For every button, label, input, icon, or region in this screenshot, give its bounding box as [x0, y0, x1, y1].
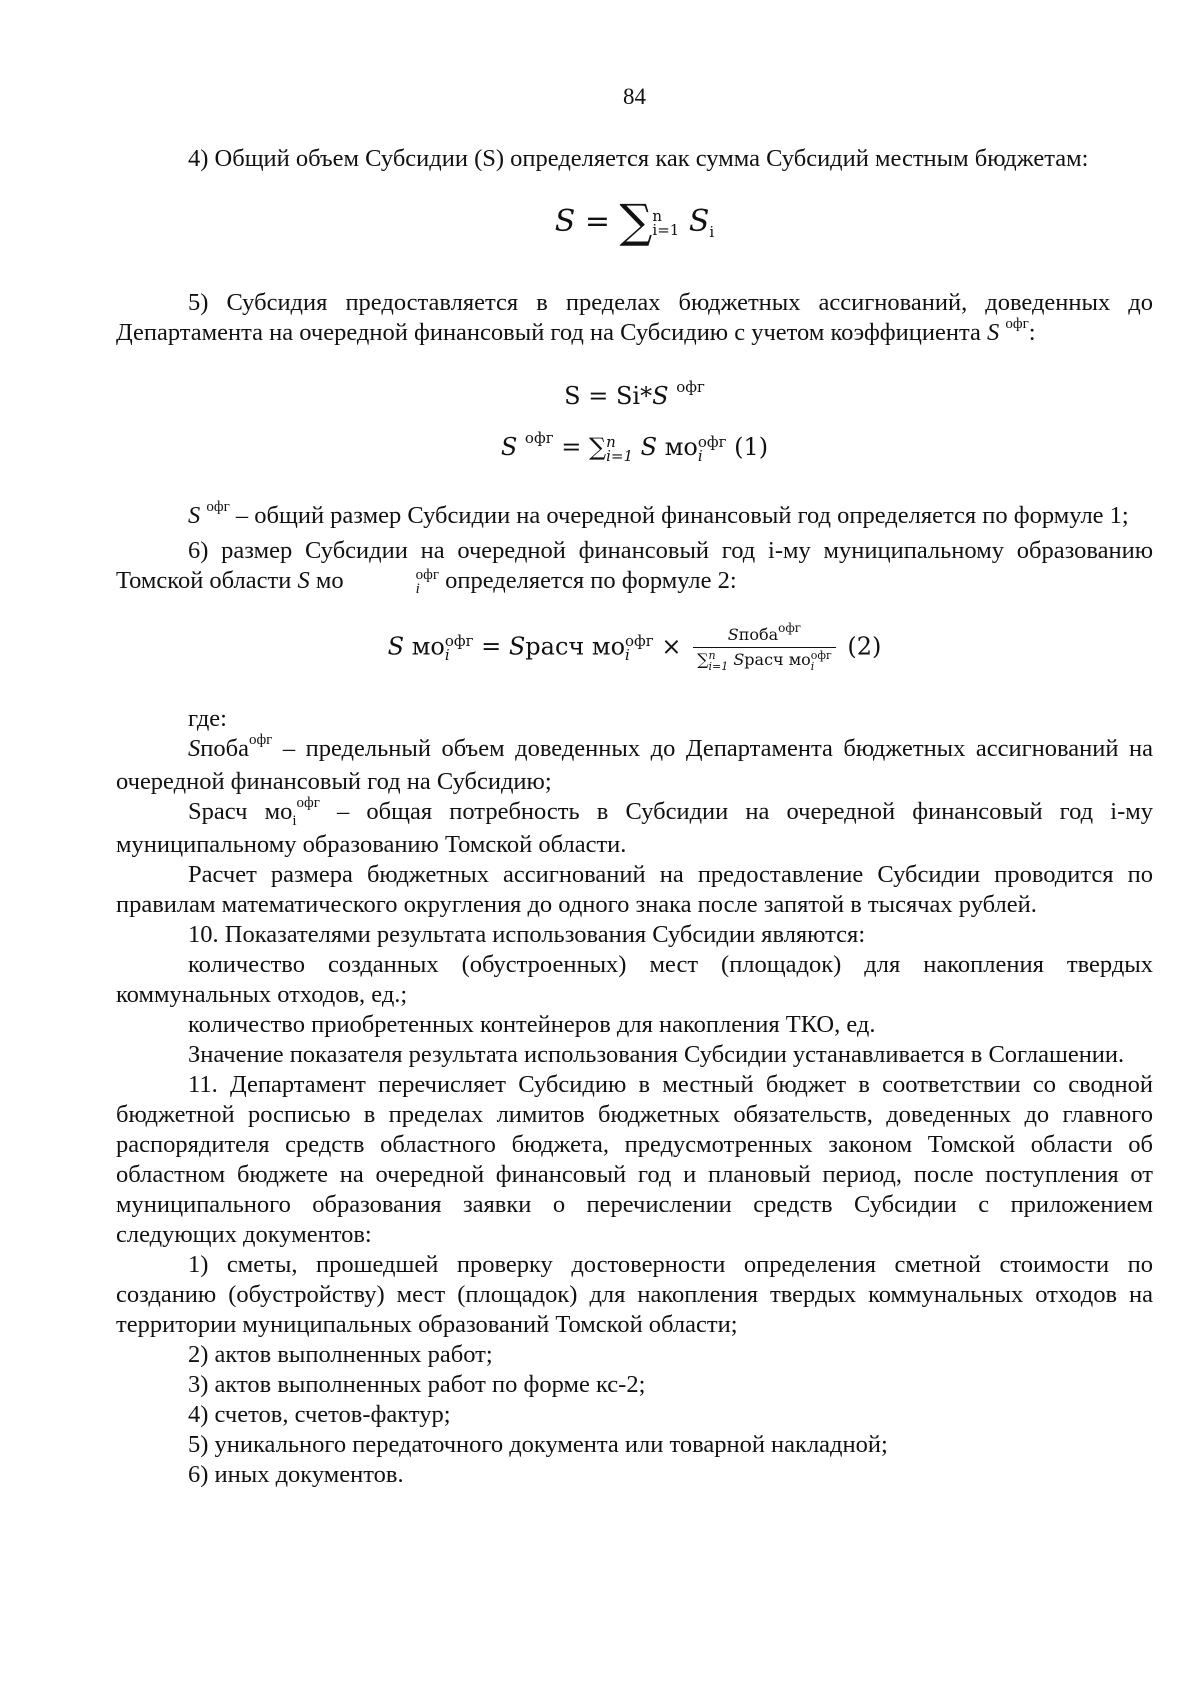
formula-3-term-rest: мо	[664, 433, 698, 461]
paragraph-6-sym: S	[297, 567, 310, 594]
list-item: 2) актов выполненных работ;	[188, 1341, 493, 1369]
formula-2-sup: офг	[676, 378, 705, 396]
paragraph-10-b: количество приобретенных контейнеров для накопления ТКО, ед.	[188, 1011, 876, 1039]
formula-4-mid-scripts	[625, 632, 654, 665]
list-item: 4) счетов, счетов-фактур;	[188, 1401, 451, 1429]
def-poba-sup: офг	[248, 732, 273, 749]
where-label: где:	[188, 705, 227, 733]
list-item: 1) сметы, прошедшей проверку достоверности определения сметной стоимости по созданию (обустройству) мест (площадок) для накопления твердых коммунальных отходов на территории муниципальных образований Томской области;	[116, 1251, 1153, 1339]
formula-4-num-sym: S	[727, 625, 739, 645]
paragraph-11: 11. Департамент перечисляет Субсидию в местный бюджет в соответствии со сводной бюджетной росписью в пределах лимитов бюджетных обязательств, доведенных до главного распорядителя средств областного бюджета, предусмотренных законом Томской области об областном бюджете на очередной финансовый год и плановый период, после поступления от муниципального образования заявки о перечислении средств Субсидии с приложением следующих документов:	[116, 1071, 1153, 1249]
formula-1-upper: n	[652, 207, 663, 225]
formula-4-numerator	[693, 621, 836, 648]
def-poba-sym: S	[188, 735, 201, 763]
list-item: 3) актов выполненных работ по форме кс-2;	[188, 1371, 646, 1399]
formula-1-limits	[652, 209, 679, 237]
formula-3-sigma-sub: i=1	[606, 446, 634, 465]
definition-s-ofg	[116, 501, 1153, 534]
def-s-ofg-sym: S	[188, 502, 201, 529]
def-s-ofg-sup: офг	[206, 499, 230, 515]
formula-2-sym: S	[652, 382, 669, 410]
paragraph-5-text: 5) Субсидия предоставляется в пределах бюджетных ассигнований, доведенных до Департамента на очередной финансовый год на Субсидию с учетом коэффициента	[116, 289, 1153, 346]
def-poba-text: – предельный объем доведенных до Департамента бюджетных ассигнований на очередной финансовый год на Субсидию;	[116, 735, 1154, 796]
formula-1-eq: =	[584, 204, 610, 239]
formula-4-mid-sup: офг	[625, 632, 654, 651]
formula-3-term: S	[640, 433, 658, 461]
paragraph-calculation: Расчет размера бюджетных ассигнований на предоставление Субсидии проводится по правилам математического округления до одного знака после запятой в тысячах рублей.	[116, 861, 1153, 919]
paragraph-6-sup: офг	[415, 567, 439, 584]
formula-4-den-sup: офг	[810, 648, 832, 662]
formula-4-den-limits	[708, 650, 728, 672]
list-item: 5) уникального передаточного документа или товарной накладной;	[188, 1431, 888, 1459]
formula-4-den-sub: i	[810, 659, 815, 673]
formula-3-sigma-sup: n	[606, 432, 616, 451]
formula-1-lower: i=1	[652, 221, 680, 239]
formula-4-lhs: S	[387, 632, 405, 661]
def-poba-rest: поба	[200, 735, 249, 763]
paragraph-6-text-b: определяется по формуле 2:	[445, 567, 737, 594]
paragraph-4: 4) Общий объем Субсидии (S) определяется как сумма Субсидий местным бюджетам:	[188, 145, 1089, 172]
formula-3-term-sup: офг	[697, 432, 727, 451]
paragraph-6-text-a: 6) размер Субсидии на очередной финансовый год i-му муниципальному образованию Томской области	[116, 537, 1153, 594]
formula-4-lhs-sup: офг	[444, 632, 474, 651]
formula-s-equals	[116, 378, 1153, 414]
def-rasch-sup: офг	[296, 795, 320, 812]
formula-4-num-rest: поба	[738, 625, 779, 645]
formula-1-lhs: S	[554, 204, 576, 239]
paragraph-6-sub: i	[415, 581, 420, 598]
formula-4-times: ×	[661, 632, 682, 661]
formula-1-term: S	[688, 204, 710, 239]
formula-4-eq: =	[481, 632, 502, 661]
paragraph-10: 10. Показателями результата использования Субсидии являются:	[188, 921, 866, 949]
page-number: 84	[623, 84, 646, 109]
paragraph-5-symbol: S	[986, 319, 1000, 346]
formula-4-fraction	[693, 621, 836, 673]
paragraph-5-sup: офг	[1005, 316, 1029, 332]
formula-1	[116, 429, 1153, 465]
definition-rasch	[116, 797, 1153, 860]
formula-3-term-scripts	[697, 432, 727, 465]
sum-sigma-icon: ∑	[588, 433, 607, 461]
def-rasch-lead: Sрасч мо	[188, 798, 293, 826]
def-rasch-text: – общая потребность в Субсидии на очередной финансовый год i-му муниципальному образованию Томской области.	[116, 798, 1153, 859]
formula-3-limits	[606, 432, 634, 465]
sum-sigma-icon: ∑	[697, 650, 709, 670]
formula-4-lhs-rest: мо	[411, 632, 445, 661]
formula-4-den-rest: расч мо	[744, 650, 811, 670]
formula-4-mid-rest: расч мо	[525, 632, 626, 661]
formula-4-label: (2)	[847, 632, 882, 661]
formula-3-label: (1)	[734, 433, 769, 461]
paragraph-10-c: Значение показателя результата использования Субсидии устанавливается в Соглашении.	[188, 1041, 1125, 1069]
formula-2	[116, 621, 1153, 673]
formula-4-lhs-sub: i	[444, 646, 450, 665]
formula-3-lhs: S	[500, 433, 518, 461]
formula-4-den-sym: S	[733, 650, 745, 670]
sum-sigma-icon: ∑	[619, 194, 653, 248]
formula-3-term-sub: i	[697, 446, 703, 465]
paragraph-6	[116, 536, 1153, 596]
formula-3-eq: =	[561, 433, 582, 461]
formula-1-term-sub: i	[709, 223, 715, 241]
formula-4-den-sigma-sub: i=1	[708, 659, 729, 673]
paragraph-10-a: количество созданных (обустроенных) мест (площадок) для накопления твердых коммунальных отходов, ед.;	[116, 951, 1153, 1009]
paragraph-6-scripts	[344, 568, 439, 596]
formula-total-subsidy	[116, 194, 1153, 250]
formula-4-den-sigma-sup: n	[708, 648, 716, 662]
formula-4-denominator	[693, 648, 836, 672]
formula-2-text: S = Si*	[564, 382, 653, 410]
def-s-ofg-text: – общий размер Субсидии на очередной финансовый год определяется по формуле 1;	[235, 502, 1129, 529]
formula-4-den-scripts	[811, 650, 832, 672]
def-rasch-sub: i	[292, 813, 297, 830]
definition-poba	[116, 734, 1153, 797]
formula-4-lhs-scripts	[444, 632, 474, 665]
paragraph-5	[116, 288, 1153, 351]
formula-4-num-sup: офг	[778, 621, 802, 636]
formula-3-lhs-sup: офг	[524, 429, 554, 447]
list-item: 6) иных документов.	[188, 1461, 404, 1489]
paragraph-6-sym-rest: мо	[315, 567, 344, 594]
formula-4-mid-sub: i	[625, 646, 630, 665]
paragraph-5-end: :	[1028, 319, 1036, 346]
formula-4-mid: S	[508, 632, 526, 661]
